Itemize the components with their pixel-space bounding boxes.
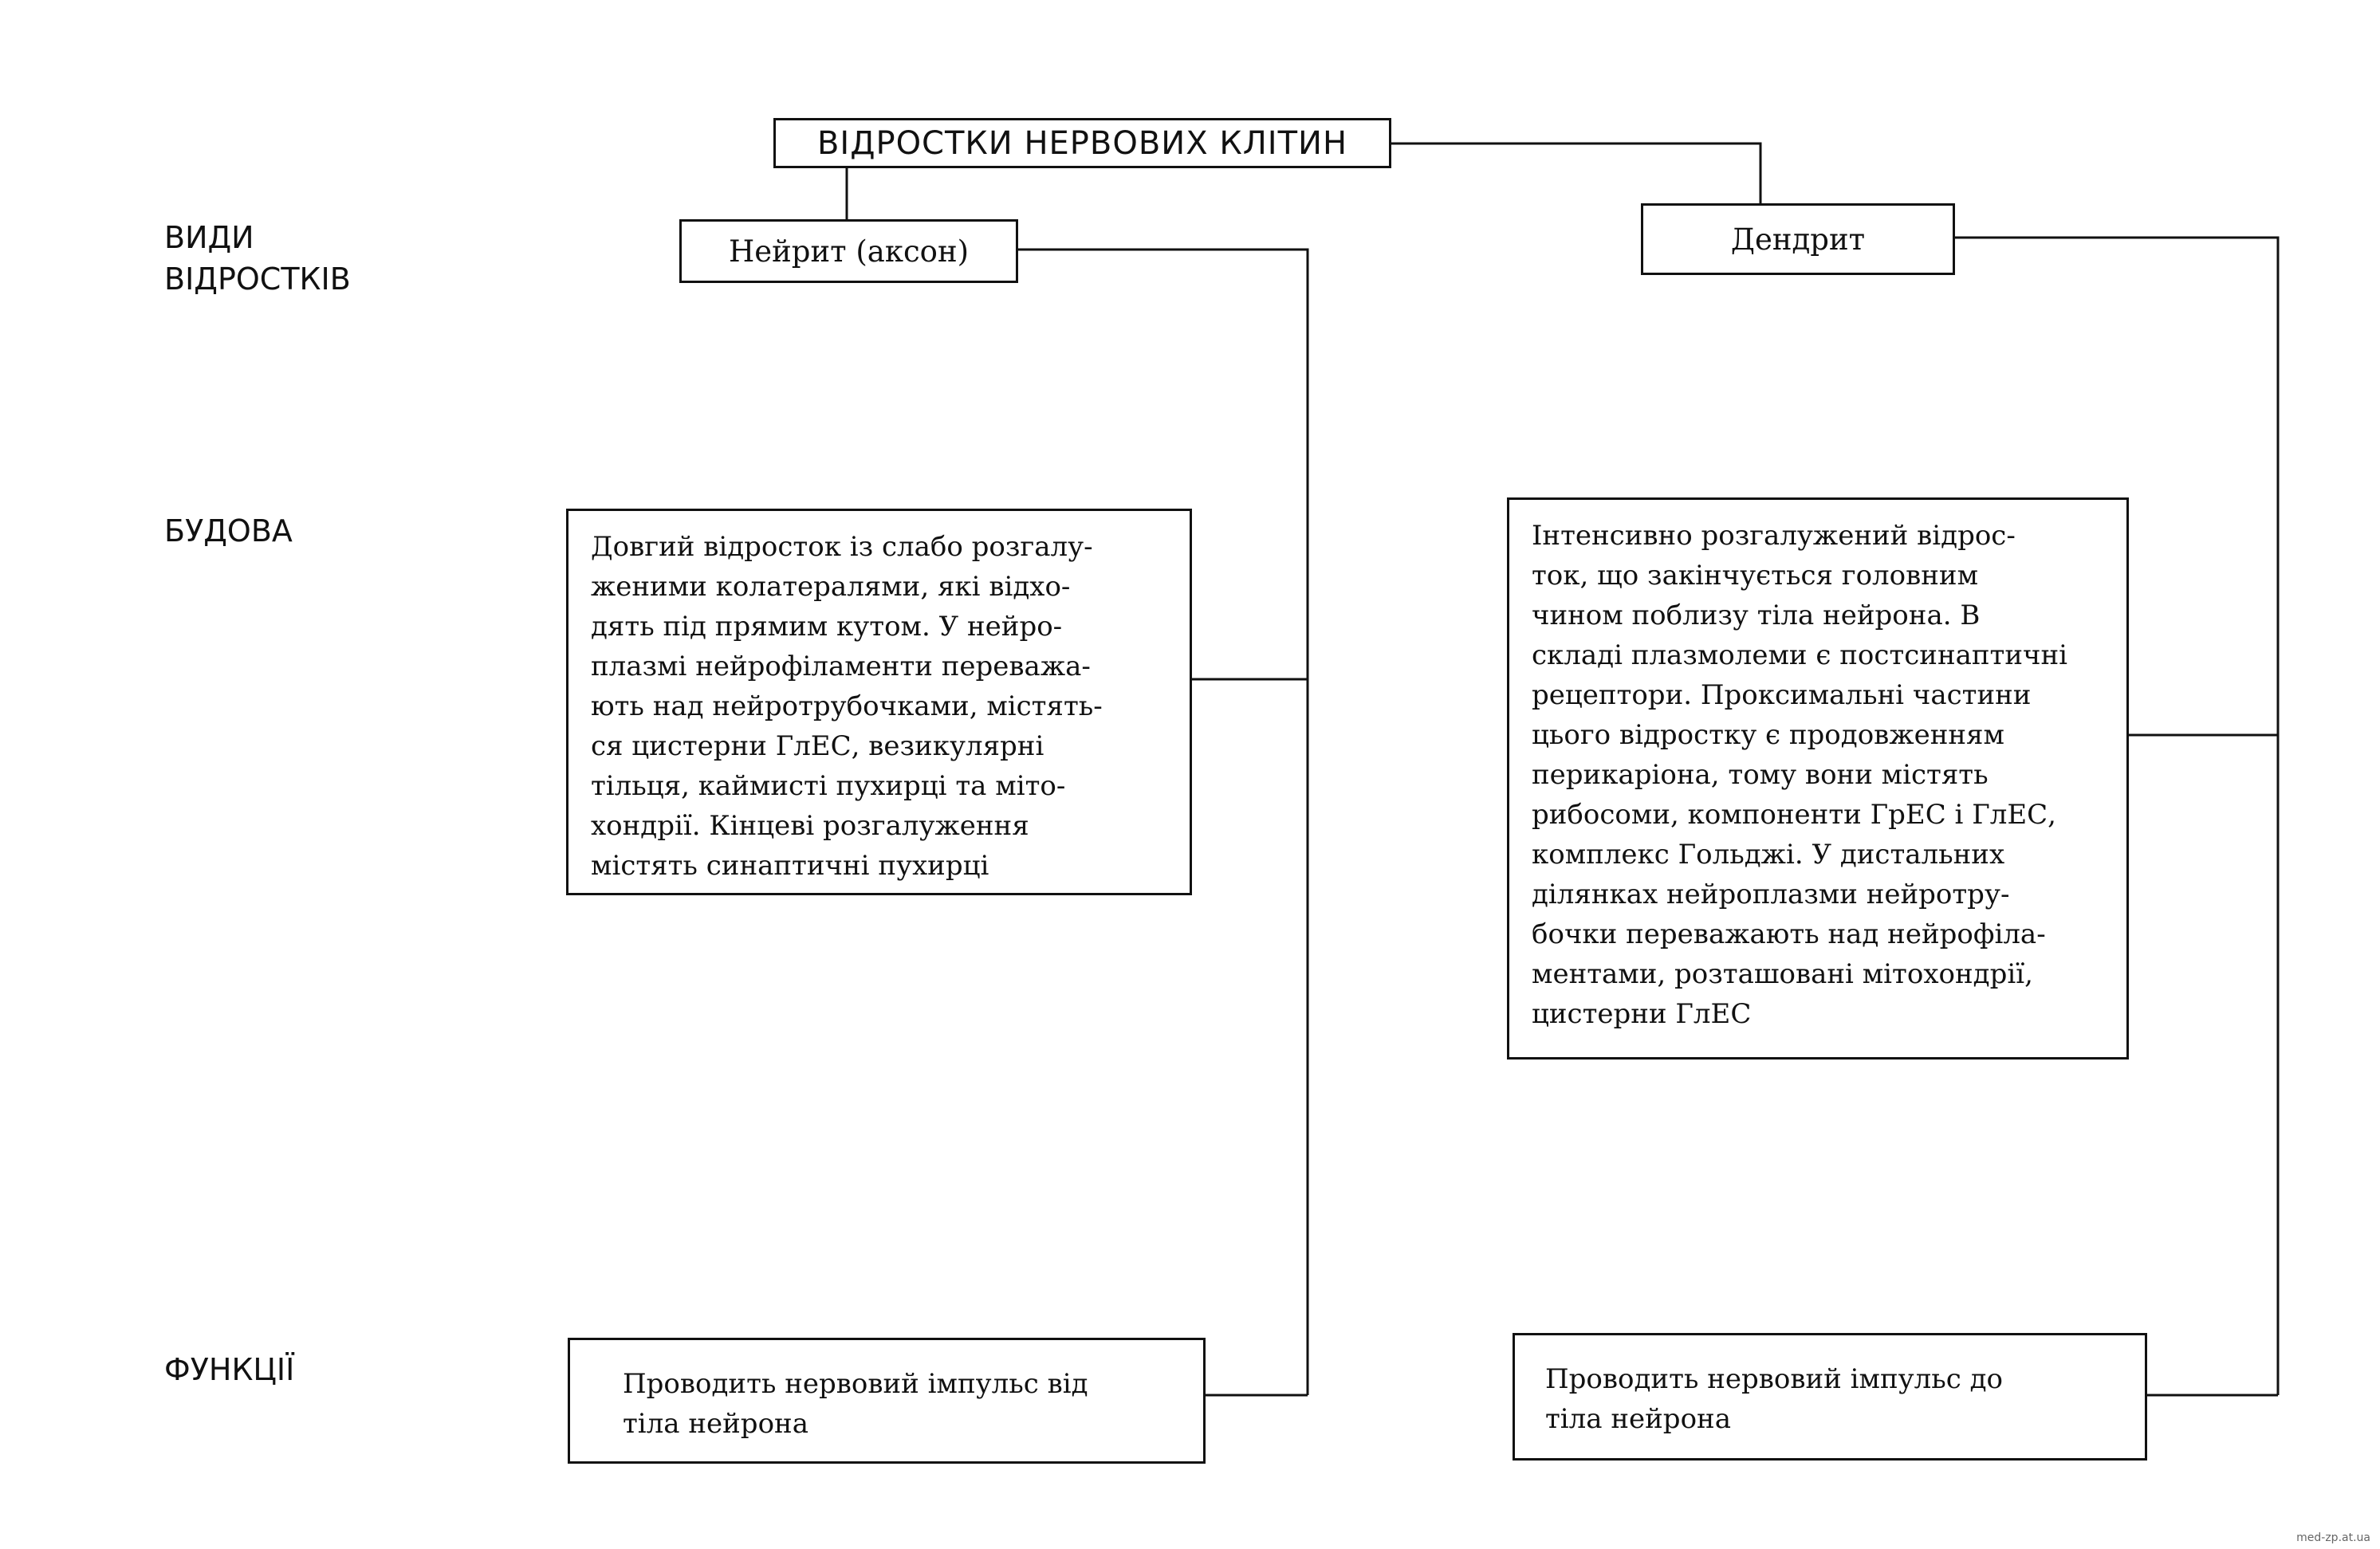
axon-structure-text: Довгий відросток із слабо розгалу- женими колатералями, які відхо- дять під прямим кутом. У нейро- плазмі нейрофіламенти переважа- ють над нейротрубочками, містять- ся цистерни ГлЕС, везикулярні тільця, каймисті пухирці та міто- хондрії. Кінцеві розгалуження містять синаптичні пухирці [591,531,1103,882]
row-label-types: ВИДИ ВІДРОСТКІВ [164,220,351,297]
connector-title-dendrite [1391,143,1760,203]
diagram-title: ВІДРОСТКИ НЕРВОВИХ КЛІТИН [816,124,1348,162]
dendrite-structure-text: Інтенсивно розгалужений відрос- ток, що закінчується головним чином поблизу тіла нейрона. В складі плазмолеми є постсинаптичні рецептори. Проксимальні частини цього відростку є продовженням перикаріона, тому вони містять рибосоми, компоненти ГрЕС і ГлЕС, комплекс Гольджі. У дистальних ділянках нейроплазми нейротру- бочки переважають над нейрофіла- ментами, розташовані мітохондрії, цистерни ГлЕС [1532,520,2068,1030]
dendrite-function-box [1513,1333,2147,1461]
watermark: med-zp.at.ua [2296,1531,2370,1544]
axon-function-box [568,1338,1206,1464]
axon-structure-box [566,509,1192,895]
row-label-functions: ФУНКЦІЇ [164,1352,295,1387]
row-label-structure: БУДОВА [164,513,293,548]
axon-name: Нейрит (аксон) [728,234,970,269]
diagram-title-box [773,118,1391,168]
axon-function-text: Проводить нервовий імпульс від тіла нейрона [623,1368,1088,1440]
axon-type-box [679,219,1018,283]
dendrite-type-box [1641,203,1955,275]
dendrite-structure-box [1507,497,2129,1060]
dendrite-name: Дендрит [1730,222,1866,257]
dendrite-function-text: Проводить нервовий імпульс до тіла нейрона [1545,1363,2003,1435]
